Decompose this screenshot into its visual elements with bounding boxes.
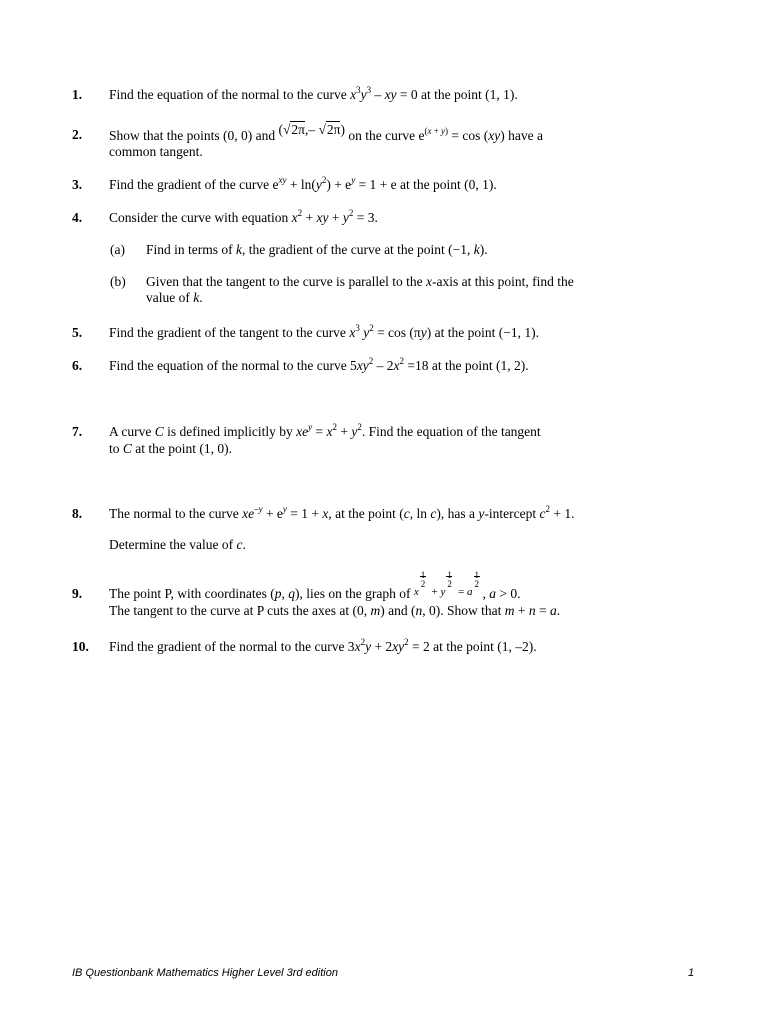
question-2 [72,122,712,167]
part-text: Given that the tangent to the curve is parallel to the x-axis at this point, find the value of k. [146,274,574,305]
question-9 [72,570,712,620]
question-text-line2: The tangent to the curve at P cuts the axes at (0, m) and (n, 0). Show that m + n = a. [109,603,561,618]
question-number: 10. [72,639,89,654]
question-text: Find the gradient of the normal to the curve $3x^2y + 2xy^2 = 2$ at the point (1, –2). [109,637,537,654]
question-text: A curve C is defined implicitly by $xe^y = x^2 + y^2$. Find the equation of the tangent to C at the point (1, 0). [109,422,541,456]
question-text: Consider the curve with equation $x^2$ + xy + $y^2 = 3$. [109,208,378,225]
page-number: 1 [688,967,695,979]
question-text-line2: common tangent. [109,144,203,159]
question-text-line2: Determine the value of c. [109,537,246,552]
question-text: Find the equation of the normal to the curve $x^3y^3$ – xy = 0 at the point (1, 1). [109,85,518,102]
question-number: 1. [72,87,83,102]
question-7 [72,424,712,458]
question-number: 9. [72,586,83,601]
question-text: Show that the points (0, 0) and (√2π,– √2π) on the curve $e^{(x + y)} = \cos (xy)$ have a [109,122,543,143]
part-label: (b) [110,274,126,289]
part-label: (a) [110,242,125,257]
question-text: The point P, with coordinates (p, q), lies on the graph of $^{x 1 2 + y 1 2 = a 1 2}$ , a > 0. [109,570,521,601]
part-text: Find in terms of k, the gradient of the curve at the point (−1, k). [146,242,488,257]
question-text: Find the equation of the normal to the curve $5xy^2 - 2x^2 =18$ at the point (1, 2). [109,356,529,373]
footer-source: IB Questionbank Mathematics Higher Level 3rd edition [72,967,338,979]
question-number: 5. [72,325,83,340]
question-text: The normal to the curve $xe^{-y} + e^y = 1 + x$, at the point (c, ln c), has a y-intercept $c^2 + 1$. [109,504,575,521]
question-number: 4. [72,210,83,225]
question-text: Find the gradient of the curve $e^{xy} + \ln(y^2) + e^y = 1 + e$ at the point (0, 1). [109,175,497,192]
question-number: 6. [72,358,83,373]
question-number: 7. [72,424,83,439]
question-number: 2. [72,127,83,142]
question-number: 3. [72,177,83,192]
question-number: 8. [72,506,83,521]
question-text: Find the gradient of the tangent to the curve $x^3$ $y^2 = \cos (\pi y)$ at the point (−1, 1). [109,323,539,340]
